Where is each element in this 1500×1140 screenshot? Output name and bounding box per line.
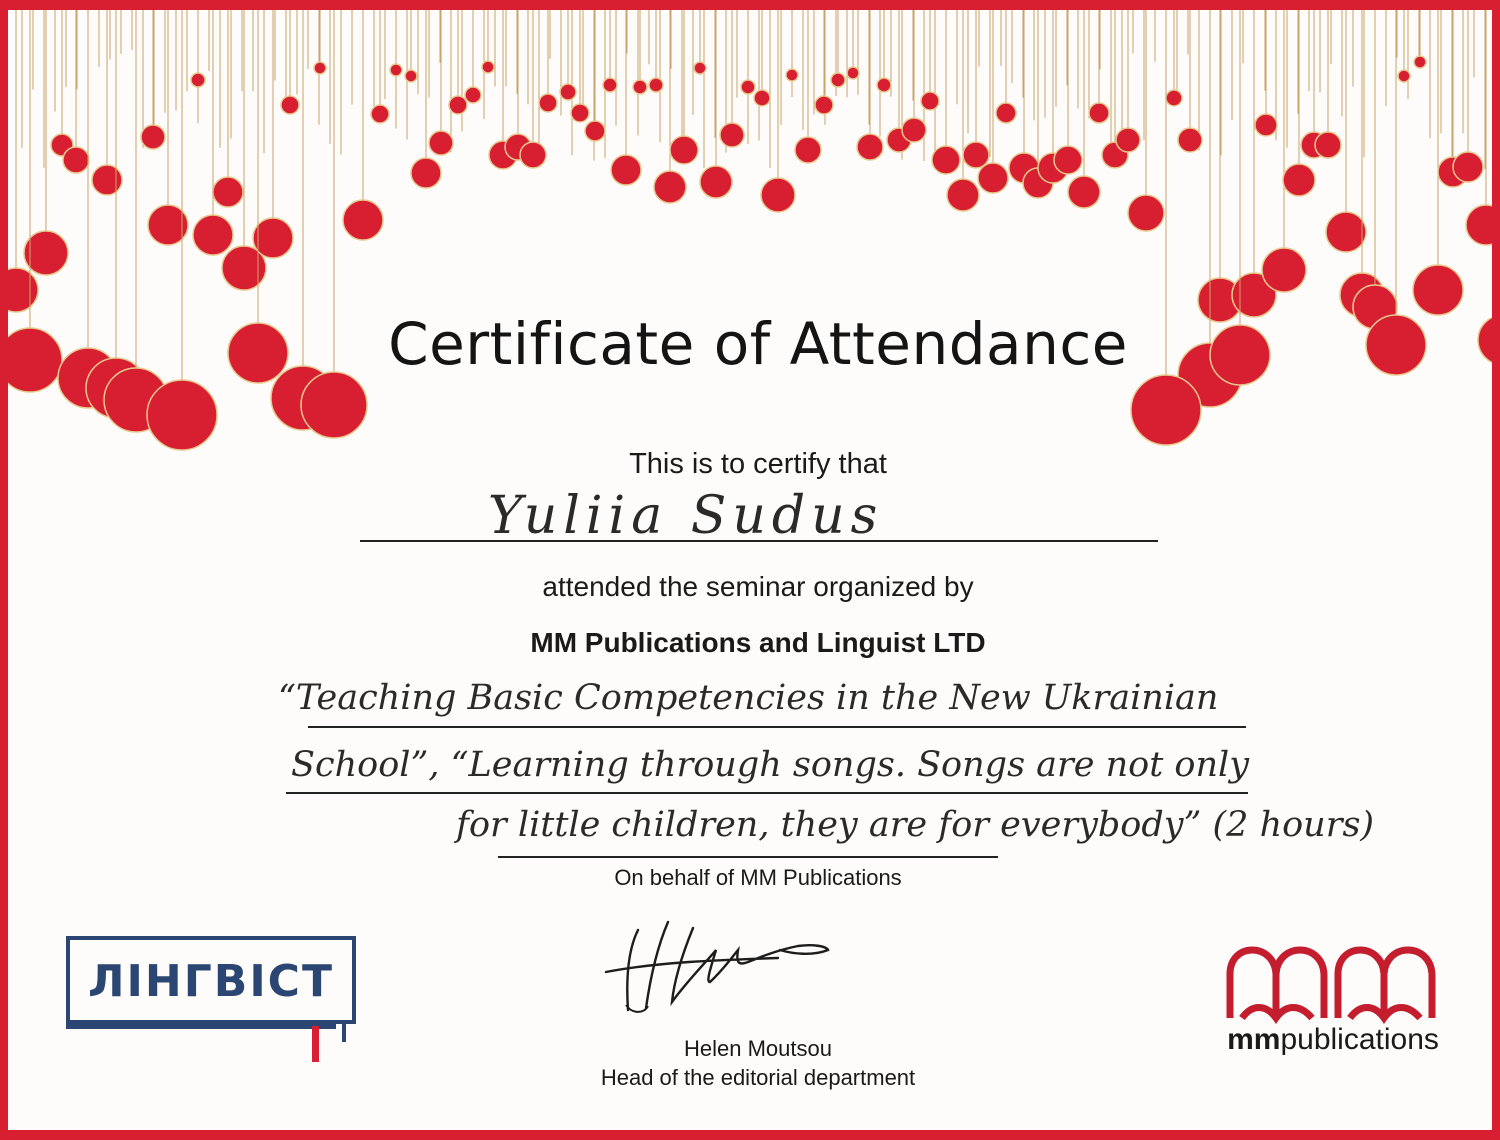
ornament-ball (147, 380, 217, 450)
certificate-title: Certificate of Attendance (388, 310, 1128, 378)
ornament-ball (1128, 195, 1164, 231)
ornament-ball (1466, 205, 1500, 245)
ornament-ball (253, 218, 293, 258)
ornament-ball (978, 163, 1008, 193)
ornament-ball (1326, 212, 1366, 252)
seminar-title-line-3: for little children, they are for everybody” (2 hours) (456, 805, 1375, 845)
ornament-ball (795, 137, 821, 163)
ornament-ball (301, 372, 367, 438)
signatory-name: Helen Moutsou (684, 1036, 832, 1061)
ornament-ball (1255, 114, 1277, 136)
ornament-ball (761, 178, 795, 212)
ornament-ball (213, 177, 243, 207)
attended-text: attended the seminar organized by (542, 571, 974, 602)
ornament-ball (831, 73, 845, 87)
ornament-ball (1315, 132, 1341, 158)
seminar-title-line-2: School”, “Learning through songs. Songs are not only (291, 745, 1249, 785)
lingvist-logo-underline (66, 1024, 336, 1029)
ornament-ball (405, 70, 417, 82)
ornament-ball (191, 73, 205, 87)
ornament-ball (996, 103, 1016, 123)
mm-wordmark-bold: mm (1227, 1023, 1281, 1056)
ornament-ball (141, 125, 165, 149)
recipient-line (360, 540, 1158, 542)
ornament-ball (815, 96, 833, 114)
ornament-ball (694, 62, 706, 74)
ornament-ball (92, 165, 122, 195)
ornament-ball (539, 94, 557, 112)
seminar-title-line-1: “Teaching Basic Competencies in the New Ukrainian (278, 678, 1219, 718)
ornament-ball (1166, 90, 1182, 106)
ornament-ball (720, 123, 744, 147)
lingvist-logo-text: ЛІНГВІСТ (88, 956, 334, 1007)
ornament-ball (429, 131, 453, 155)
ornament-ball (700, 166, 732, 198)
signature-image (598, 910, 838, 1020)
ornament-ball (754, 90, 770, 106)
ornament-ball (560, 84, 576, 100)
seminar-line-1 (308, 726, 1246, 728)
ornament-ball (741, 80, 755, 94)
ornament-ball (193, 215, 233, 255)
ornament-ball (1453, 152, 1483, 182)
organizer-name: MM Publications and Linguist LTD (530, 627, 986, 658)
ornament-ball (786, 69, 798, 81)
ornament-ball (24, 231, 68, 275)
ornament-ball (314, 62, 326, 74)
on-behalf-text: On behalf of MM Publications (614, 865, 902, 890)
ornament-ball (921, 92, 939, 110)
signatory-role: Head of the editorial department (600, 1065, 916, 1090)
ornament-ball (1398, 70, 1410, 82)
ornament-ball (670, 136, 698, 164)
ornament-ball (63, 147, 89, 173)
mm-wordmark-regular: publications (1280, 1023, 1439, 1056)
lingvist-logo-tick (342, 1020, 346, 1042)
mm-publications-wordmark (1213, 1023, 1453, 1057)
lingvist-logo (66, 936, 356, 1024)
ornament-ball (390, 64, 402, 76)
ornament-ball (877, 78, 891, 92)
ornament-ball (1283, 164, 1315, 196)
ornament-ball (1116, 128, 1140, 152)
recipient-name: Yuliia Sudus (488, 486, 884, 546)
ornament-ball (902, 118, 926, 142)
ornament-ball (1262, 248, 1306, 292)
lingvist-bookmark-icon (312, 1026, 319, 1062)
ornament-ball (8, 268, 38, 312)
ornament-ball (1178, 128, 1202, 152)
ornament-ball (520, 142, 546, 168)
ornament-ball (449, 96, 467, 114)
ornament-ball (857, 134, 883, 160)
ornament-ball (611, 155, 641, 185)
ornament-ball (603, 78, 617, 92)
ornament-ball (411, 158, 441, 188)
ornament-ball (371, 105, 389, 123)
ornament-ball (847, 67, 859, 79)
ornament-ball (1413, 265, 1463, 315)
ornament-ball (1414, 56, 1426, 68)
ornament-ball (932, 146, 960, 174)
ornament-ball (571, 104, 589, 122)
ornament-ball (482, 61, 494, 73)
ornament-ball (585, 121, 605, 141)
ornament-ball (654, 171, 686, 203)
ornament-ball (343, 200, 383, 240)
ornament-ball (649, 78, 663, 92)
seminar-line-2 (286, 792, 1248, 794)
ornament-ball (1068, 176, 1100, 208)
ornament-ball (1054, 146, 1082, 174)
ornament-ball (633, 80, 647, 94)
ornament-ball (947, 179, 979, 211)
ornament-ball (465, 87, 481, 103)
ornament-ball (963, 142, 989, 168)
ornament-ball (1131, 375, 1201, 445)
mm-publications-book-icon (1224, 934, 1438, 1024)
ornament-ball (281, 96, 299, 114)
seminar-line-3 (498, 856, 998, 858)
certify-intro: This is to certify that (629, 448, 887, 480)
ornament-ball (1089, 103, 1109, 123)
